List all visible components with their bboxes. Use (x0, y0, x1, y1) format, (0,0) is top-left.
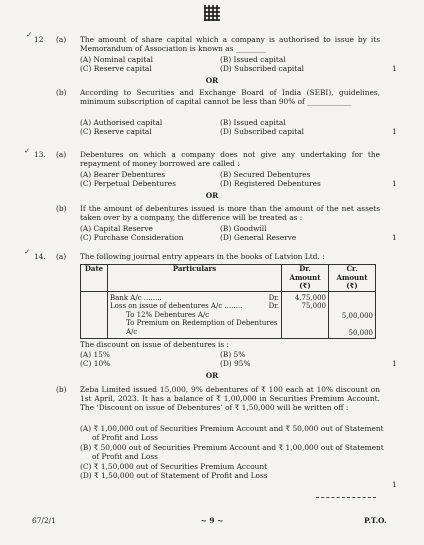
particulars-line: Loss on issue of debentures A/c ........ (110, 302, 243, 310)
question-text: The following journal entry appears in the books of Latvion Ltd. : (80, 252, 325, 261)
question-text: Debentures on which a company does not give any undertaking for the repayment of money borrowed are called : (80, 150, 380, 168)
check-mark-icon: ✓ (24, 247, 31, 256)
question-number: 14. (34, 252, 46, 261)
option: (C) ₹ 1,50,000 out of Securities Premium Account (80, 462, 268, 471)
divider (316, 493, 376, 498)
marks: 1 (392, 359, 397, 368)
question-number: 12 (34, 35, 44, 44)
particulars-line: Bank A/c ........ (110, 293, 162, 302)
table-header: Dr. Amount (₹) (282, 265, 329, 292)
option: (A) Nominal capital (80, 55, 154, 64)
table-row (81, 291, 376, 338)
option: (C) Reserve capital (80, 64, 152, 73)
pto-label: P.T.O. (364, 516, 387, 525)
sub-label: (b) (56, 88, 67, 97)
marks: 1 (392, 179, 397, 188)
option: (D) 95% (220, 359, 251, 368)
option: (B) Goodwill (220, 224, 267, 233)
sub-label: (b) (56, 204, 67, 213)
question-text: The discount on issue of debentures is : (80, 340, 229, 349)
marks: 1 (392, 64, 397, 73)
dr-amount: 75,000 (301, 302, 326, 310)
or-divider: OR (205, 371, 219, 380)
or-divider: OR (205, 76, 219, 85)
question-text: According to Securities and Exchange Board of India (SEBI), guidelines, minimum subscription of capital cannot be less than 90% of ____________ (80, 88, 380, 106)
particulars-line: To Premium on Redemption of Debentures A/c (126, 319, 278, 336)
option: (D) Subscribed capital (220, 64, 304, 73)
journal-entry-table (80, 264, 376, 339)
cr-amount: 50,000 (348, 329, 373, 337)
sub-label: (a) (56, 150, 67, 159)
marks: 1 (392, 127, 397, 136)
table-header: Cr. Amount (₹) (329, 265, 376, 292)
sub-label: (a) (56, 35, 67, 44)
paper-code: 67/2/1 (32, 516, 56, 525)
question-text: If the amount of debentures issued is more than the amount of the net assets taken over by a company, the difference will be treated as : (80, 204, 380, 222)
check-mark-icon: ✓ (24, 146, 31, 155)
option: (C) 10% (80, 359, 111, 368)
option: (D) General Reserve (220, 233, 297, 242)
option: (D) ₹ 1,50,000 out of Statement of Profit and Loss (80, 471, 268, 480)
or-divider: OR (205, 191, 219, 200)
marks: 1 (392, 233, 397, 242)
option: (C) Purchase Consideration (80, 233, 184, 242)
option: (C) Perpetual Debentures (80, 179, 176, 188)
page-number: ~ 9 ~ (200, 516, 224, 525)
option: (D) Subscribed capital (220, 127, 304, 136)
option: (B) Secured Debentures (220, 170, 311, 179)
particulars-line: To 12% Debentures A/c (126, 310, 210, 319)
dr-amount: 4,75,000 (294, 293, 326, 302)
cr-amount: 5,00,000 (341, 311, 373, 320)
qr-code-icon (204, 5, 220, 21)
option: (A) Authorised capital (80, 118, 163, 127)
question-number: 13. (34, 150, 46, 159)
option: (B) Issued capital (220, 118, 286, 127)
sub-label: (a) (56, 252, 67, 261)
dr-marker: Dr. (268, 293, 279, 302)
table-header: Particulars (108, 265, 282, 292)
option: (A) 15% (80, 350, 110, 359)
option: (A) Capital Reserve (80, 224, 153, 233)
dr-marker: Dr. (268, 302, 279, 310)
marks: 1 (392, 480, 397, 489)
sub-label: (b) (56, 385, 67, 394)
option: (A) Bearer Debentures (80, 170, 166, 179)
option: (B) 5% (220, 350, 246, 359)
option: (B) ₹ 50,000 out of Securities Premium Account and ₹ 1,00,000 out of Statement of Profit and Loss (80, 443, 384, 461)
option: (D) Registered Debentures (220, 179, 321, 188)
question-text: The amount of share capital which a company is authorised to issue by its Memorandum of Association is known as ________ (80, 35, 380, 53)
option: (C) Reserve capital (80, 127, 152, 136)
question-text: Zeba Limited issued 15,000, 9% debentures of ₹ 100 each at 10% discount on 1st April, 2023. It has a balance of ₹ 1,00,000 in Securities Premium Account. The ‘Discount on issue of Debentures’ of ₹ 1,50,000 will be written off : (80, 385, 380, 412)
table-header: Date (81, 265, 108, 292)
option: (B) Issued capital (220, 55, 286, 64)
check-mark-icon: ✓ (26, 30, 33, 39)
option: (A) ₹ 1,00,000 out of Securities Premium Account and ₹ 50,000 out of Statement of Profit and Loss (80, 424, 384, 442)
